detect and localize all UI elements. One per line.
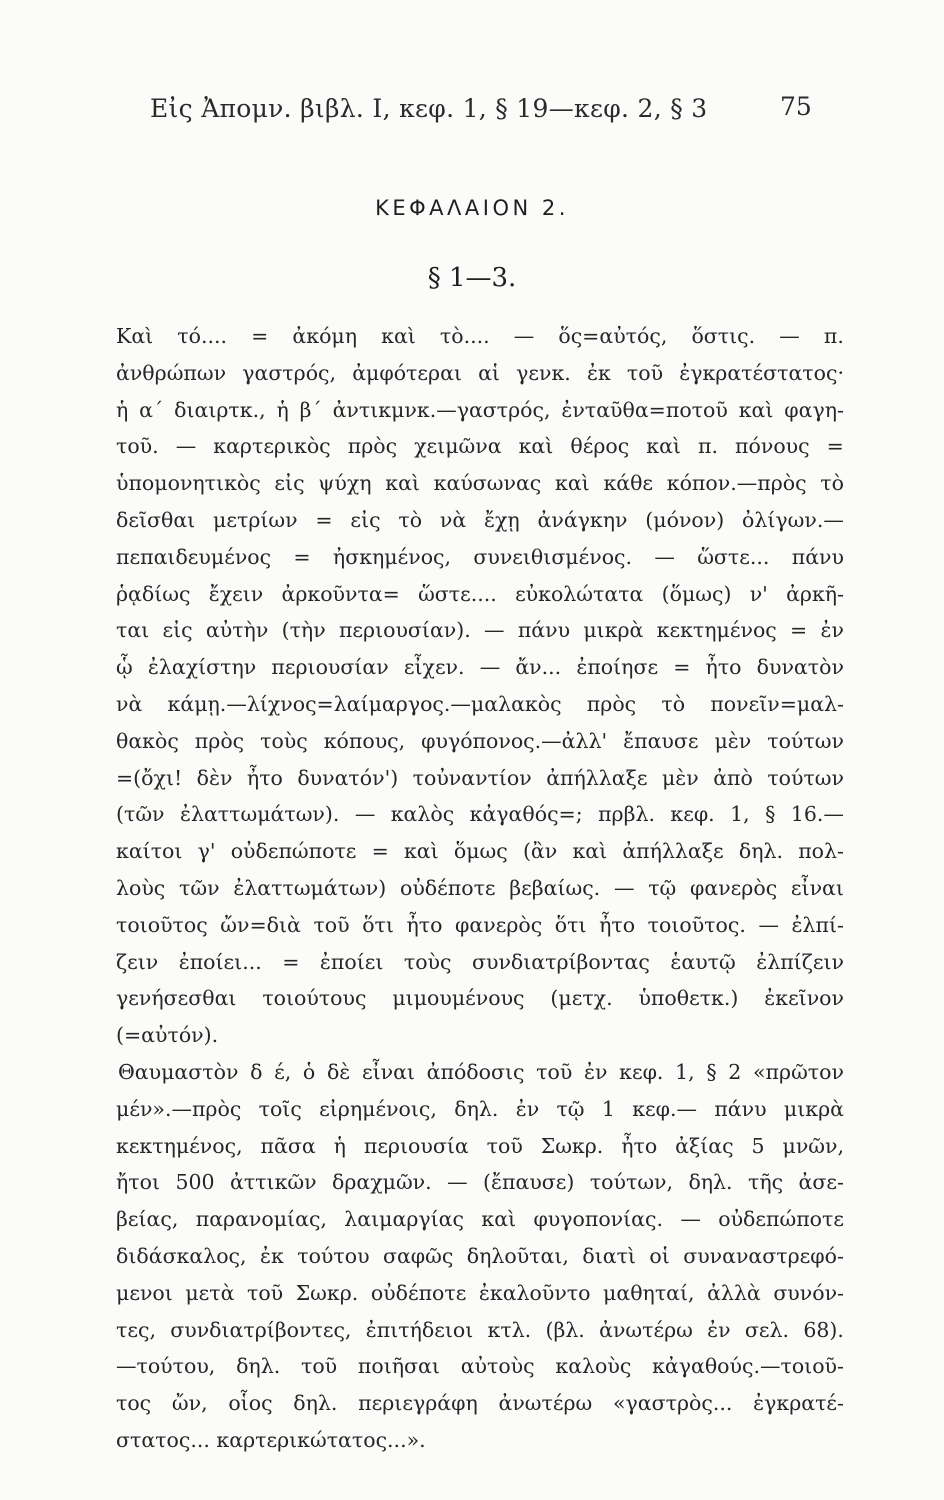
text-line: θακὸς πρὸς τοὺς κόπους, φυγόπονος.—ἀλλ' ἔπαυσε μὲν τούτων (116, 728, 844, 753)
page-number: 75 (780, 92, 812, 121)
text-line: τοιοῦτος ὤν=διὰ τοῦ ὅτι ἦτο φανερὸς ὅτι ἦτο τοιοῦτος. — ἐλπί- (116, 912, 844, 937)
text-line: καίτοι γ' οὐδεπώποτε = καὶ ὅμως (ἂν καὶ ἀπήλλαξε δηλ. πολ- (116, 839, 844, 864)
text-line: λοὺς τῶν ἐλαττωμάτων) οὐδέποτε βεβαίως. — τῷ φανερὸς εἶναι (116, 875, 844, 900)
text-line: τες, συνδιατρίβοντες, ἐπιτήδειοι κτλ. (βλ. ἀνωτέρω ἐν σελ. 68). (116, 1317, 844, 1342)
text-line: γενήσεσθαι τοιούτους μιμουμένους (μετχ. ὑποθετκ.) ἐκεῖνον (116, 986, 844, 1011)
text-line: (τῶν ἐλαττωμάτων). — καλὸς κἀγαθός=; πρβλ. κεφ. 1, § 16.— (116, 802, 844, 827)
text-line: στατος... καρτερικώτατος...». (116, 1427, 426, 1452)
text-line: δεῖσθαι μετρίων = εἰς τὸ νὰ ἔχῃ ἀνάγκην (μόνον) ὀλίγων.— (116, 507, 844, 532)
text-line: (=αὐτόν). (116, 1023, 219, 1048)
text-line: κεκτημένος, πᾶσα ἡ περιουσία τοῦ Σωκρ. ἦτο ἀξίας 5 μνῶν, (116, 1133, 844, 1158)
text-line: νὰ κάμῃ.—λίχνος=λαίμαργος.—μαλακὸς πρὸς τὸ πονεῖν=μαλ- (116, 691, 844, 716)
text-line: Θαυμαστὸν δ έ, ὁ δὲ εἶναι ἀπόδοσις τοῦ ἐν κεφ. 1, § 2 «πρῶτον (118, 1059, 844, 1084)
text-line: ἀνθρώπων γαστρός, ἀμφότεραι αἱ γενκ. ἐκ τοῦ ἐγκρατέστατος· (116, 360, 844, 385)
commentary-text (116, 318, 844, 1459)
running-head: Εἰς Ἀπομν. βιβλ. Ι, κεφ. 1, § 19—κεφ. 2, § 3 (150, 94, 708, 123)
text-line: βείας, παρανομίας, λαιμαργίας καὶ φυγοπονίας. — οὐδεπώποτε (116, 1207, 844, 1232)
chapter-title: ΚΕΦΑΛΑΙΟΝ 2. (375, 196, 569, 220)
text-line: ᾧ ἐλαχίστην περιουσίαν εἶχεν. — ἄν... ἐποίησε = ἦτο δυνατὸν (116, 655, 844, 680)
text-line: μέν».—πρὸς τοῖς εἰρημένοις, δηλ. ἐν τῷ 1 κεφ.— πάνυ μικρὰ (116, 1096, 844, 1121)
text-line: ὑπομονητικὸς εἰς ψύχη καὶ καύσωνας καὶ κάθε κόπον.—πρὸς τὸ (116, 471, 844, 496)
text-line: τοῦ. — καρτερικὸς πρὸς χειμῶνα καὶ θέρος καὶ π. πόνους = (116, 434, 844, 459)
text-line: ἤτοι 500 ἀττικῶν δραχμῶν. — (ἔπαυσε) τούτων, δηλ. τῆς ἀσε- (116, 1170, 844, 1195)
text-line: =(ὄχι! δὲν ἦτο δυνατόν') τοὐναντίον ἀπήλλαξε μὲν ἀπὸ τούτων (116, 765, 844, 790)
text-line: ται εἰς αὐτὴν (τὴν περιουσίαν). — πάνυ μικρὰ κεκτημένος = ἐν (116, 618, 844, 643)
text-line: ζειν ἐποίει... = ἐποίει τοὺς συνδιατρίβοντας ἑαυτῷ ἐλπίζειν (116, 949, 844, 974)
text-line: μενοι μετὰ τοῦ Σωκρ. οὐδέποτε ἐκαλοῦντο μαθηταί, ἀλλὰ συνόν- (116, 1280, 844, 1305)
text-line: Καὶ τό.... = ἀκόμη καὶ τὸ.... — ὅς=αὐτός, ὅστις. — π. (116, 324, 844, 348)
text-line: πεπαιδευμένος = ἠσκημένος, συνειθισμένος. — ὥστε... πάνυ (116, 544, 844, 569)
text-line: διδάσκαλος, ἐκ τούτου σαφῶς δηλοῦται, διατὶ οἱ συναναστρεφό- (116, 1243, 844, 1268)
section-label: § 1—3. (427, 263, 517, 293)
text-line: ἡ α΄ διαιρτκ., ἡ β΄ ἀντικμνκ.—γαστρός, ἐνταῦθα=ποτοῦ καὶ φαγη- (116, 397, 844, 422)
text-line: τος ὤν, οἷος δηλ. περιεγράφη ἀνωτέρω «γαστρὸς... ἐγκρατέ- (116, 1391, 844, 1416)
text-line: ῥᾳδίως ἔχειν ἀρκοῦντα= ὥστε.... εὐκολώτατα (ὅμως) ν' ἀρκῆ- (116, 581, 844, 606)
text-line: —τούτου, δηλ. τοῦ ποιῆσαι αὐτοὺς καλοὺς κἀγαθούς.—τοιοῦ- (116, 1354, 844, 1379)
